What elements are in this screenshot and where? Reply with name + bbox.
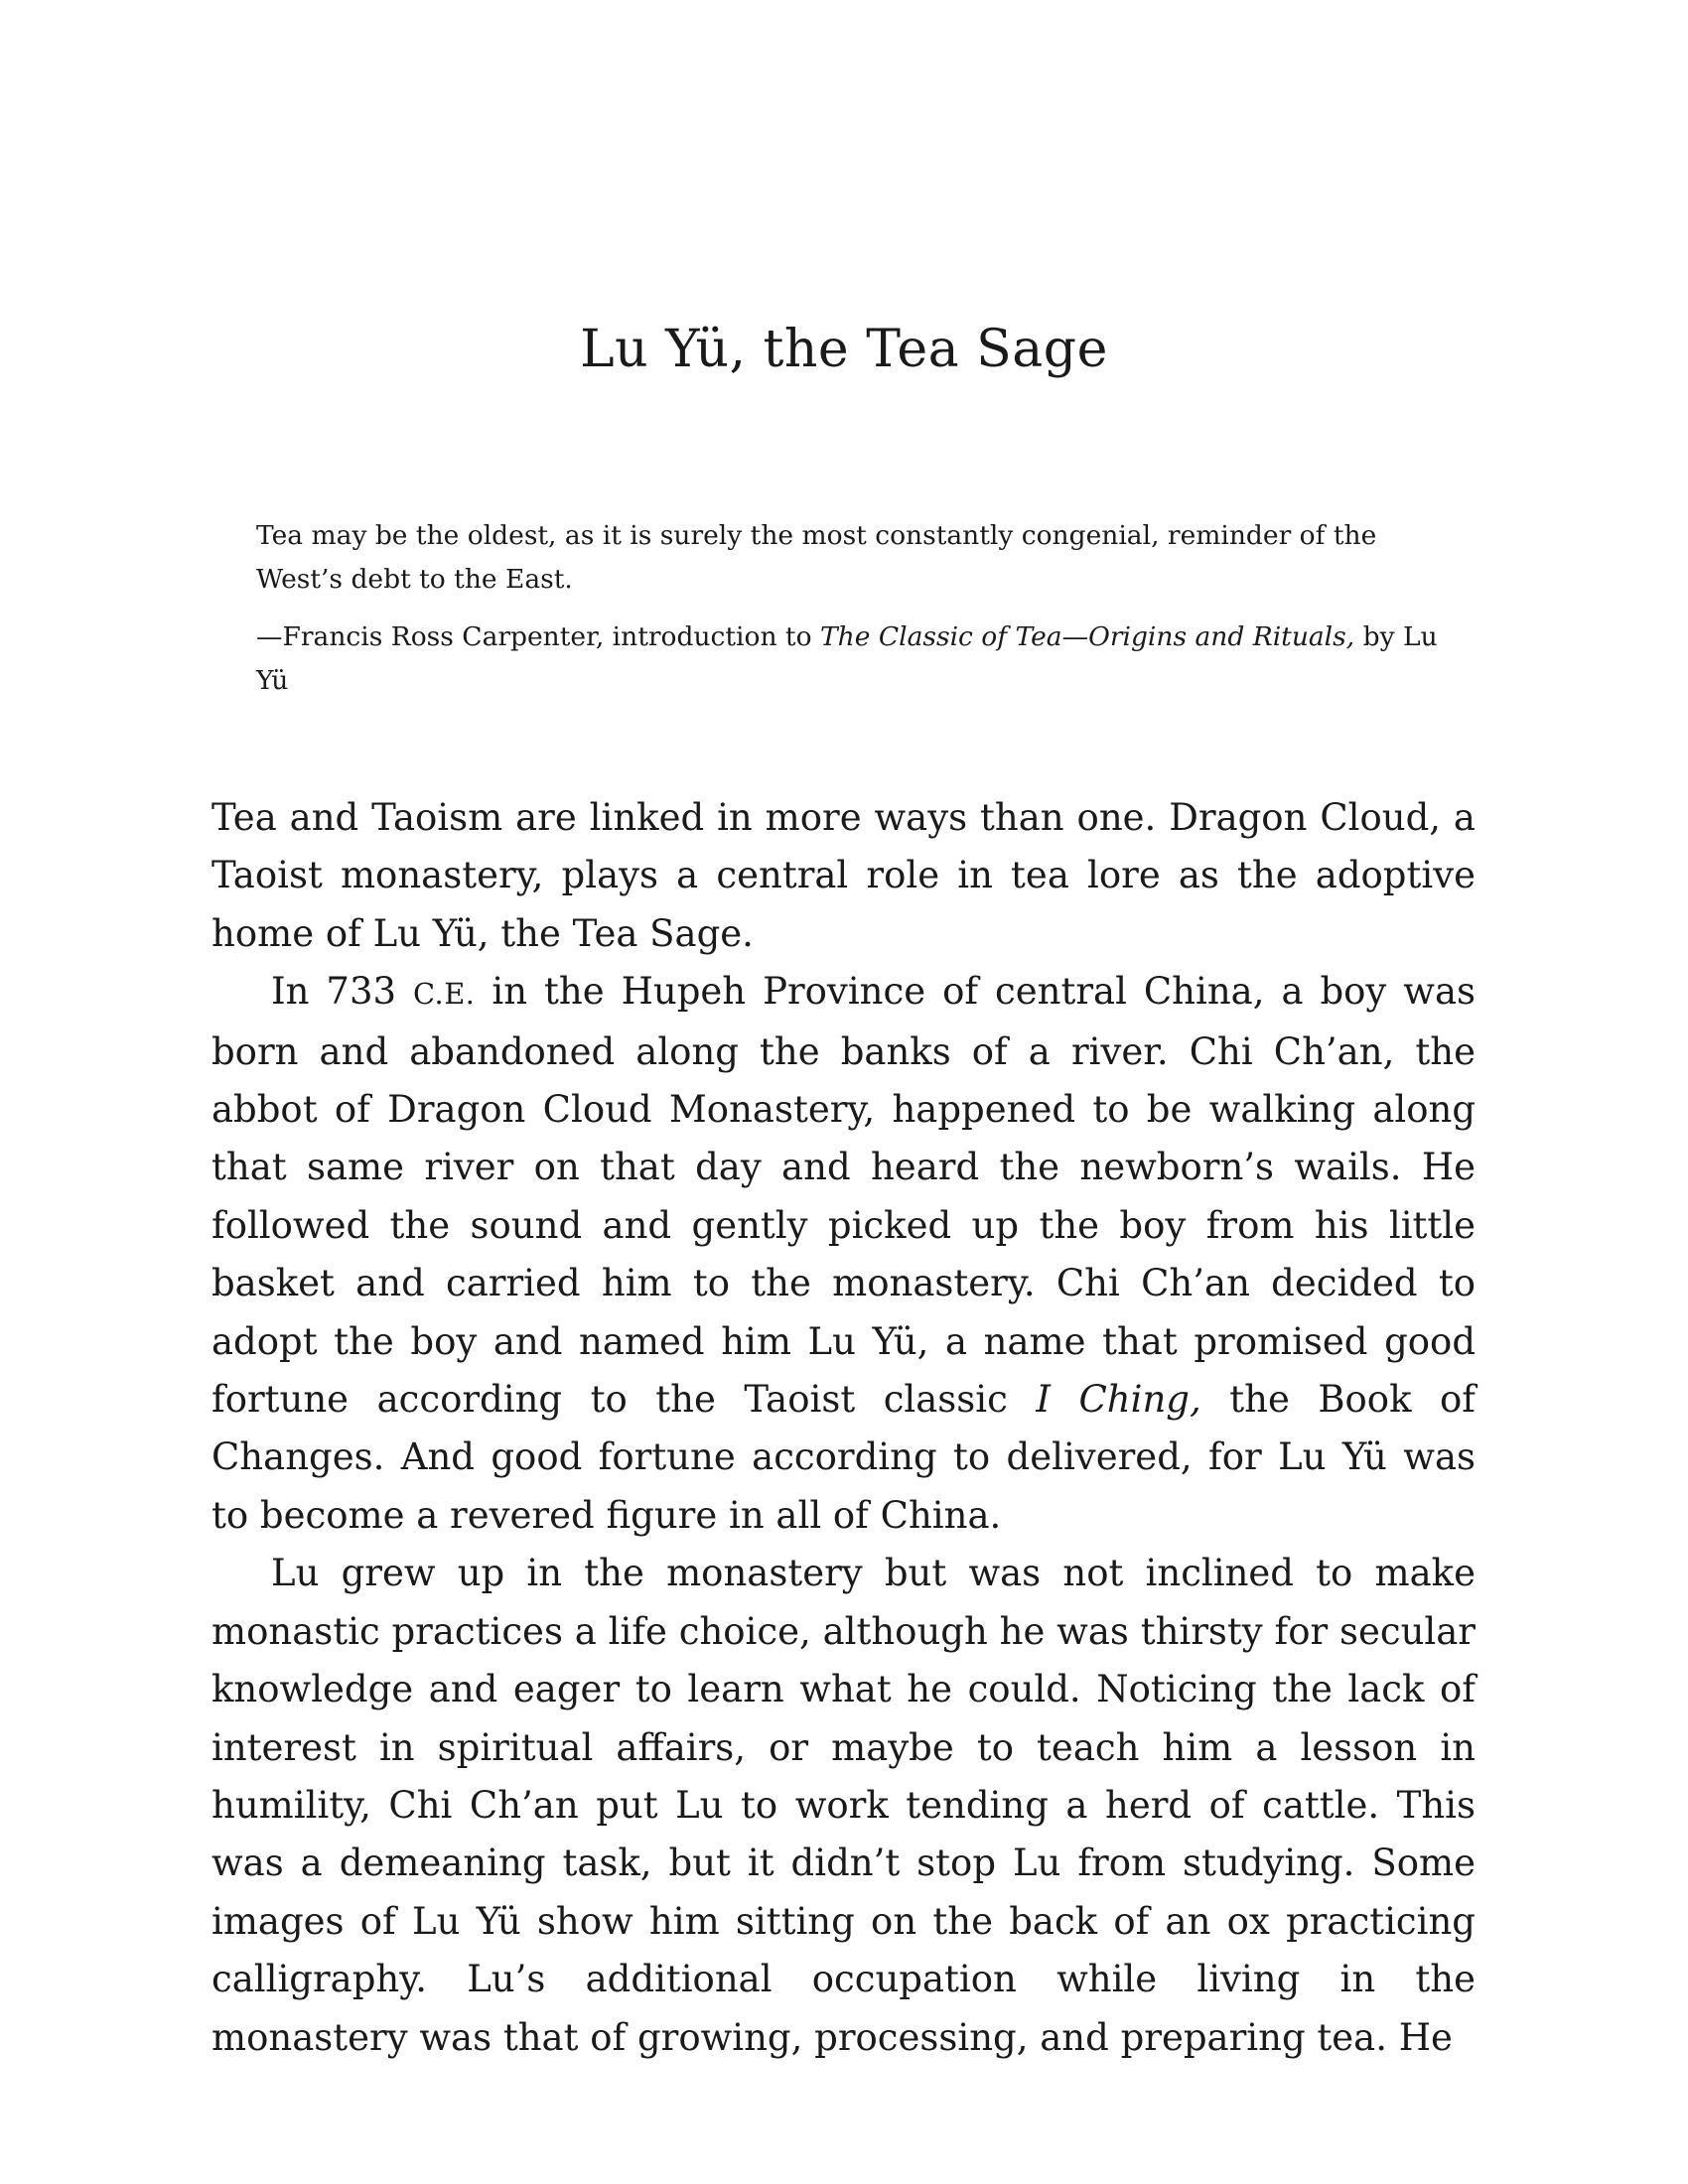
paragraph-2-part-c: the Book of Changes. And good fortune according to delivered, for Lu Yü was to become a revered figure in all of China. xyxy=(211,1378,1476,1537)
body-text xyxy=(211,789,1476,2067)
epigraph-quote: Tea may be the oldest, as it is surely the most constantly congenial, reminder of the West’s debt to the East. xyxy=(256,520,1377,595)
paragraph-2-part-b: in the Hupeh Province of central China, a boy was born and abandoned along the banks of a river. Chi Ch’an, the abbot of Dragon Cloud Monastery, happened to be walking along that same river on that day and heard the newborn’s wails. He followed the sound and gently picked up the boy from his little basket and carried him to the monastery. Chi Ch’an decided to adopt the boy and named him Lu Yü, a name that promised good fortune according to the Taoist classic xyxy=(211,970,1476,1422)
attribution-book-title: The Classic of Tea—Origins and Rituals, xyxy=(819,621,1355,652)
paragraph-2-part-a: In 733 xyxy=(271,970,413,1014)
paragraph-3: Lu grew up in the monastery but was not inclined to make monastic practices a life choice, although he was thirsty for secular knowledge and eager to learn what he could. Noticing the lack of interest in spiritual affairs, or maybe to teach him a lesson in humility, Chi Ch’an put Lu to work tending a herd of cattle. This was a demeaning task, but it didn’t stop Lu from studying. Some images of Lu Yü show him sitting on the back of an ox practicing calligraphy. Lu’s additional occupation while living in the monastery was that of growing, processing, and preparing tea. He xyxy=(211,1552,1476,2059)
chapter-title: Lu Yü, the Tea Sage xyxy=(580,320,1108,379)
book-title-i-ching: I Ching, xyxy=(1036,1378,1201,1422)
epigraph-attribution xyxy=(256,615,1438,703)
paragraph-1: Tea and Taoism are linked in more ways than one. Dragon Cloud, a Taoist monastery, plays a central role in tea lore as the adoptive home of Lu Yü, the Tea Sage. xyxy=(211,796,1476,955)
era-abbreviation: C.E. xyxy=(413,977,476,1012)
epigraph xyxy=(256,514,1438,703)
attribution-suffix: by Lu Yü xyxy=(256,621,1438,696)
paragraph-2 xyxy=(211,963,1476,1545)
attribution-prefix: —Francis Ross Carpenter, introduction to xyxy=(256,621,820,652)
